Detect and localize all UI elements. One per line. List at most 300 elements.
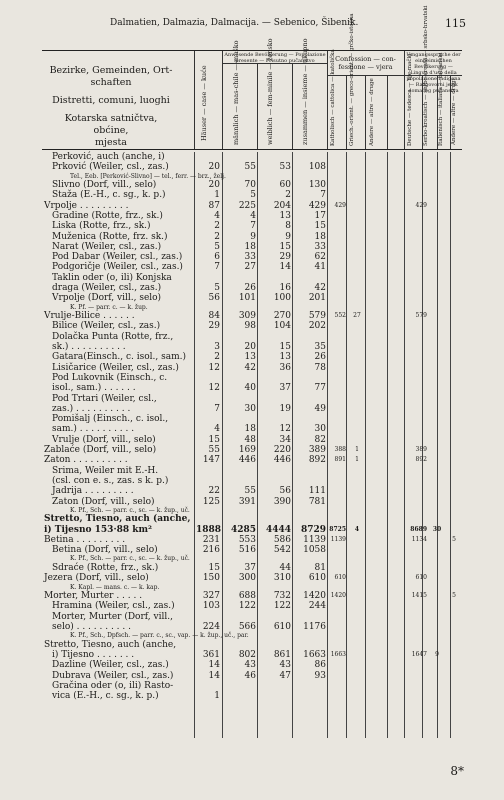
houses-cell: 22 bbox=[208, 486, 220, 497]
table-row bbox=[42, 612, 462, 622]
male-cell: 30 bbox=[244, 403, 256, 414]
table-row bbox=[42, 525, 462, 535]
place-name: Pomišalj (Einsch., c. isol., bbox=[52, 414, 169, 425]
houses-cell: 12 bbox=[208, 383, 220, 394]
place-name: Jadrija . . . . . . . . . bbox=[52, 486, 134, 497]
female-cell: 2 bbox=[285, 190, 291, 201]
male-cell: 37 bbox=[244, 562, 256, 573]
table-row bbox=[42, 573, 462, 583]
female-cell: 16 bbox=[279, 283, 291, 294]
total-cell: 8729 bbox=[300, 524, 326, 535]
male-cell: 516 bbox=[238, 545, 256, 556]
serbo-croatian-cell: 1415 bbox=[411, 592, 427, 600]
orthodox-cell: 1 bbox=[355, 446, 359, 454]
male-cell: 4285 bbox=[230, 524, 256, 535]
houses-cell: 216 bbox=[202, 545, 220, 556]
female-cell: 14 bbox=[279, 262, 291, 273]
place-name: Prković (Weiler, csl., zas.) bbox=[52, 162, 169, 173]
place-heading-line: mjesta bbox=[95, 137, 127, 148]
place-name: Perković, auch (anche, i) bbox=[52, 152, 165, 162]
signature-mark: 8* bbox=[450, 764, 464, 778]
houses-cell: 147 bbox=[202, 455, 220, 466]
table-row bbox=[42, 414, 462, 424]
catholic-heading: Katholisch — cattolica — katolička bbox=[330, 49, 336, 146]
female-cell: 36 bbox=[279, 362, 291, 373]
place-column-heading bbox=[46, 65, 176, 149]
houses-cell: 84 bbox=[208, 311, 220, 322]
table-row bbox=[42, 363, 462, 373]
female-cell: 13 bbox=[279, 210, 291, 221]
houses-cell: 1888 bbox=[196, 524, 222, 535]
female-cell: 732 bbox=[273, 591, 291, 602]
total-cell: 429 bbox=[308, 200, 326, 211]
table-row bbox=[42, 342, 462, 352]
female-cell: 43 bbox=[279, 660, 291, 671]
table-row bbox=[42, 283, 462, 293]
table-row bbox=[42, 252, 462, 262]
place-name: Staža (E.-H., c. sg., k. p.) bbox=[52, 190, 166, 201]
place-name: Bilice (Weiler, csl., zas.) bbox=[52, 321, 161, 332]
houses-cell: 14 bbox=[208, 670, 220, 681]
table-row bbox=[42, 162, 462, 172]
serbo-croatian-cell: 1134 bbox=[411, 535, 427, 543]
table-row bbox=[42, 293, 462, 303]
orthodox-cell: 27 bbox=[353, 312, 361, 320]
place-name: Zaton . . . . . . . . . . bbox=[44, 455, 128, 466]
place-name: i) Tijesno . . . . . . . bbox=[52, 650, 135, 661]
female-cell: 9 bbox=[285, 231, 291, 242]
houses-cell: 29 bbox=[208, 321, 220, 332]
table-row bbox=[42, 332, 462, 342]
total-cell: 86 bbox=[314, 660, 326, 671]
place-name: Vrpolje (Dorf, vill., selo) bbox=[52, 293, 162, 304]
place-name: Gatara(Einsch., c. isol., sam.) bbox=[52, 352, 187, 363]
total-cell: 77 bbox=[314, 383, 326, 394]
place-name: Jezera (Dorf, vill., selo) bbox=[44, 573, 149, 584]
table-row bbox=[42, 201, 462, 211]
total-cell: 1058 bbox=[303, 545, 326, 556]
table-row bbox=[42, 563, 462, 573]
place-name: Pod Lukovnik (Einsch., c. bbox=[52, 372, 168, 383]
table-row bbox=[42, 660, 462, 670]
male-cell: 33 bbox=[244, 252, 256, 263]
place-name: Pod Trtari (Weiler, csl., bbox=[52, 393, 157, 404]
houses-cell: 7 bbox=[214, 262, 220, 273]
total-cell: 82 bbox=[314, 434, 326, 445]
male-cell: 27 bbox=[244, 262, 256, 273]
male-cell: 225 bbox=[238, 200, 256, 211]
houses-cell: 15 bbox=[208, 562, 220, 573]
place-name: Pod Dabar (Weiler, csl., zas.) bbox=[52, 252, 183, 263]
houses-heading: Häuser — case — kuće bbox=[200, 65, 208, 141]
houses-cell: 125 bbox=[202, 496, 220, 507]
table-row bbox=[42, 152, 462, 162]
table-row bbox=[42, 591, 462, 601]
female-cell: 13 bbox=[279, 352, 291, 363]
female-cell: 446 bbox=[273, 455, 291, 466]
place-name: sam.) . . . . . . . . . . bbox=[52, 424, 135, 435]
orthodox-heading: Griech.-orient. — greco-orient. — grčko-istočna bbox=[349, 13, 355, 146]
male-cell: 70 bbox=[244, 180, 256, 191]
male-cell: 42 bbox=[244, 362, 256, 373]
total-cell: 1663 bbox=[303, 650, 326, 661]
total-cell: 42 bbox=[314, 283, 326, 294]
houses-cell: 56 bbox=[208, 293, 220, 304]
table-row bbox=[42, 394, 462, 404]
female-cell: 100 bbox=[273, 293, 291, 304]
houses-cell: 2 bbox=[214, 221, 220, 232]
female-cell: 390 bbox=[273, 496, 291, 507]
table-row bbox=[42, 262, 462, 272]
other-language-cell: 5 bbox=[452, 592, 456, 600]
place-name: Hramina (Weiler, csl., zas.) bbox=[52, 601, 175, 612]
place-heading-line: Kotarska satničtva, obćine, bbox=[64, 113, 158, 136]
catholic-cell: 1420 bbox=[330, 592, 346, 600]
orthodox-cell: 4 bbox=[354, 525, 360, 533]
female-cell: 47 bbox=[279, 670, 291, 681]
catholic-cell: 429 bbox=[334, 201, 346, 209]
note-row bbox=[42, 632, 462, 640]
place-name: vica (E.-H., c. sg., k. p.) bbox=[52, 691, 159, 702]
place-name: Betina (Dorf, vill., selo) bbox=[52, 545, 158, 556]
total-cell: 1420 bbox=[303, 591, 326, 602]
total-cell: 18 bbox=[314, 231, 326, 242]
place-name: Taklin oder (o, ili) Konjska bbox=[52, 272, 172, 283]
female-cell: 44 bbox=[279, 562, 291, 573]
language-group-heading: Umgangssprache der einheimischen Bevölkerung — Lingua d'uso della popolazione indigena — Razgovorni jezik domaćeg pučanstva bbox=[406, 52, 461, 94]
total-cell: 30 bbox=[314, 424, 326, 435]
houses-cell: 55 bbox=[208, 445, 220, 456]
table-row bbox=[42, 352, 462, 362]
table-row bbox=[42, 691, 462, 701]
table-row bbox=[42, 321, 462, 331]
place-name: Betina . . . . . . . . . bbox=[44, 534, 126, 545]
place-name: (csl. con e. s., zas. s k. p.) bbox=[52, 475, 169, 486]
total-cell: 244 bbox=[308, 601, 326, 612]
houses-cell: 4 bbox=[214, 424, 220, 435]
place-name: sk.) . . . . . . . . . . bbox=[52, 342, 126, 353]
male-cell: 122 bbox=[238, 601, 256, 612]
total-cell: 130 bbox=[308, 180, 326, 191]
houses-cell: 224 bbox=[202, 621, 220, 632]
male-cell: 9 bbox=[250, 231, 256, 242]
total-cell: 49 bbox=[314, 403, 326, 414]
female-cell: 29 bbox=[279, 252, 291, 263]
female-cell: 56 bbox=[279, 486, 291, 497]
male-cell: 5 bbox=[250, 190, 256, 201]
female-heading: weiblich — fem-minile — žensko bbox=[266, 38, 274, 145]
note-row bbox=[42, 555, 462, 563]
german-heading: Deutsche — tedesca — nje-mački bbox=[407, 53, 413, 146]
place-name: Dazline (Weiler, csl., zas.) bbox=[52, 660, 169, 671]
table-row bbox=[42, 190, 462, 200]
note-text: K. Pf., Sch. — parr. c., sc. — k. žup., uč. bbox=[70, 555, 190, 563]
place-name: Morter, Murter (Dorf, vill., bbox=[52, 611, 173, 622]
place-name: Dubrava (Weiler, csl., zas.) bbox=[52, 670, 174, 681]
table-row bbox=[42, 404, 462, 414]
female-cell: 542 bbox=[273, 545, 291, 556]
place-name: Gradine (Rotte, frz., sk.) bbox=[52, 210, 163, 221]
male-cell: 391 bbox=[238, 496, 256, 507]
total-cell: 1176 bbox=[303, 621, 326, 632]
male-cell: 40 bbox=[244, 383, 256, 394]
place-name: Muženica (Rotte, frz. sk.) bbox=[52, 231, 168, 242]
total-cell: 579 bbox=[308, 311, 326, 322]
male-heading: männlich — mas-chile — muško bbox=[232, 40, 240, 145]
female-cell: 586 bbox=[273, 534, 291, 545]
houses-cell: 14 bbox=[208, 660, 220, 671]
table-row bbox=[42, 242, 462, 252]
houses-cell: 4 bbox=[214, 210, 220, 221]
place-name: Stretto, Tiesno, auch (anche, bbox=[44, 514, 191, 525]
male-cell: 13 bbox=[244, 352, 256, 363]
male-cell: 169 bbox=[238, 445, 256, 456]
female-cell: 104 bbox=[273, 321, 291, 332]
total-cell: 41 bbox=[314, 262, 326, 273]
total-cell: 389 bbox=[308, 445, 326, 456]
other-language-cell: 5 bbox=[452, 535, 456, 543]
italian-cell: 9 bbox=[435, 651, 439, 659]
note-text: K. Pf., Sch. — parr. c., sc. — k. žup., uč. bbox=[70, 506, 190, 514]
total-cell: 78 bbox=[314, 362, 326, 373]
serbo-croatian-cell: 892 bbox=[415, 456, 427, 464]
houses-cell: 103 bbox=[202, 601, 220, 612]
note-row bbox=[42, 584, 462, 592]
total-cell: 17 bbox=[314, 210, 326, 221]
total-cell: 81 bbox=[314, 562, 326, 573]
houses-cell: 2 bbox=[214, 352, 220, 363]
houses-cell: 361 bbox=[202, 650, 220, 661]
male-cell: 309 bbox=[238, 311, 256, 322]
female-cell: 122 bbox=[273, 601, 291, 612]
place-name: Srima, Weiler mit E.-H. bbox=[52, 465, 159, 476]
houses-cell: 231 bbox=[202, 534, 220, 545]
total-cell: 35 bbox=[314, 342, 326, 353]
note-text: K. Pf. — parr. c. — k. žup. bbox=[70, 303, 148, 311]
catholic-cell: 388 bbox=[334, 446, 346, 454]
note-row bbox=[42, 173, 462, 181]
total-cell: 892 bbox=[308, 455, 326, 466]
table-row bbox=[42, 514, 462, 524]
place-name: Vrpolje . . . . . . . . . bbox=[44, 200, 129, 211]
female-cell: 19 bbox=[279, 403, 291, 414]
running-title: Dalmatien, Dalmazia, Dalmacija. — Sebenico, Šibenik. bbox=[110, 18, 359, 28]
table-row bbox=[42, 455, 462, 465]
houses-cell: 12 bbox=[208, 362, 220, 373]
total-cell: 1139 bbox=[303, 534, 326, 545]
female-cell: 270 bbox=[273, 311, 291, 322]
catholic-cell: 891 bbox=[334, 456, 346, 464]
houses-cell: 20 bbox=[208, 180, 220, 191]
female-cell: 15 bbox=[279, 342, 291, 353]
total-cell: 202 bbox=[308, 321, 326, 332]
houses-cell: 150 bbox=[202, 573, 220, 584]
catholic-cell: 1139 bbox=[330, 535, 346, 543]
male-cell: 101 bbox=[238, 293, 256, 304]
male-cell: 802 bbox=[238, 650, 256, 661]
other-language-heading: Andere — altre — drugi bbox=[451, 78, 457, 146]
houses-cell: 1 bbox=[214, 190, 220, 201]
table-row bbox=[42, 486, 462, 496]
table-row bbox=[42, 424, 462, 434]
place-heading-line: schaften bbox=[90, 77, 132, 88]
table-rows bbox=[42, 152, 462, 702]
male-cell: 446 bbox=[238, 455, 256, 466]
male-cell: 300 bbox=[238, 573, 256, 584]
catholic-cell: 8725 bbox=[329, 525, 346, 533]
table-row bbox=[42, 640, 462, 650]
table-row bbox=[42, 466, 462, 476]
table-row bbox=[42, 445, 462, 455]
table-row bbox=[42, 497, 462, 507]
table-row bbox=[42, 622, 462, 632]
houses-cell: 6 bbox=[214, 252, 220, 263]
total-cell: 26 bbox=[314, 352, 326, 363]
catholic-cell: 610 bbox=[334, 574, 346, 582]
male-cell: 55 bbox=[244, 162, 256, 173]
female-cell: 60 bbox=[279, 180, 291, 191]
serbo-croatian-cell: 1647 bbox=[411, 651, 427, 659]
place-name: draga (Weiler, csl., zas.) bbox=[52, 283, 162, 294]
table-row bbox=[42, 671, 462, 681]
orthodox-cell: 1 bbox=[355, 456, 359, 464]
serbo-croatian-cell: 579 bbox=[415, 312, 427, 320]
houses-cell: 2 bbox=[214, 231, 220, 242]
houses-cell: 5 bbox=[214, 283, 220, 294]
houses-cell: 15 bbox=[208, 434, 220, 445]
confession-group-heading: Confession — con-fessione — vjera bbox=[335, 55, 396, 71]
note-text: K. Kapl. — mans. c. — k. kap. bbox=[70, 583, 160, 591]
male-cell: 553 bbox=[238, 534, 256, 545]
place-name: isol., sam.) . . . . . . bbox=[52, 383, 136, 394]
houses-cell: 327 bbox=[202, 591, 220, 602]
female-cell: 8 bbox=[285, 221, 291, 232]
place-name: Liska (Rotte, frz., sk.) bbox=[52, 221, 151, 232]
female-cell: 53 bbox=[279, 162, 291, 173]
houses-cell: 1 bbox=[214, 691, 220, 702]
male-cell: 55 bbox=[244, 486, 256, 497]
total-cell: 62 bbox=[314, 252, 326, 263]
table-row bbox=[42, 535, 462, 545]
serbo-croatian-cell: 389 bbox=[415, 446, 427, 454]
male-cell: 4 bbox=[250, 210, 256, 221]
male-cell: 26 bbox=[244, 283, 256, 294]
place-name: Narat (Weiler, csl., zas.) bbox=[52, 241, 162, 252]
female-cell: 310 bbox=[273, 573, 291, 584]
male-cell: 46 bbox=[244, 670, 256, 681]
male-cell: 48 bbox=[244, 434, 256, 445]
table-body bbox=[42, 152, 462, 742]
female-cell: 4444 bbox=[265, 524, 291, 535]
female-cell: 220 bbox=[273, 445, 291, 456]
male-cell: 20 bbox=[244, 342, 256, 353]
place-name: Zablaće (Dorf, vill., selo) bbox=[44, 445, 157, 456]
total-cell: 108 bbox=[308, 162, 326, 173]
table-row bbox=[42, 476, 462, 486]
running-head bbox=[40, 18, 466, 32]
female-cell: 15 bbox=[279, 241, 291, 252]
male-cell: 688 bbox=[238, 591, 256, 602]
male-cell: 7 bbox=[250, 221, 256, 232]
place-name: Morter, Murter . . . . . bbox=[44, 591, 143, 602]
place-name: Sdraće (Rotte, frz., sk.) bbox=[52, 562, 159, 573]
place-name: Slivno (Dorf, vill., selo) bbox=[52, 180, 157, 191]
table-row bbox=[42, 311, 462, 321]
total-cell: 781 bbox=[308, 496, 326, 507]
total-cell: 610 bbox=[308, 573, 326, 584]
place-name: Dolačka Punta (Rotte, frz., bbox=[52, 331, 174, 342]
table-row bbox=[42, 221, 462, 231]
table-row bbox=[42, 435, 462, 445]
place-name: i) Tijesno 153·88 km² bbox=[44, 524, 152, 535]
female-cell: 610 bbox=[273, 621, 291, 632]
houses-cell: 7 bbox=[214, 403, 220, 414]
total-heading: zusammen — insieme — ukupno bbox=[301, 38, 309, 145]
population-group-heading: Anwesende Bevölkerung — Popolazione presente — Prisutno pučanstvo bbox=[224, 52, 326, 64]
table-row bbox=[42, 211, 462, 221]
male-cell: 98 bbox=[244, 321, 256, 332]
houses-cell: 3 bbox=[214, 342, 220, 353]
italian-cell: 30 bbox=[432, 525, 442, 533]
table-row bbox=[42, 232, 462, 242]
total-cell: 15 bbox=[314, 221, 326, 232]
male-cell: 18 bbox=[244, 424, 256, 435]
table-row bbox=[42, 650, 462, 660]
place-name: Vrulje (Dorf, vill., selo) bbox=[52, 434, 156, 445]
note-text: Tel., Eeb. [Perković-Slivno] — tel., ferr. — brz., želj. bbox=[70, 172, 226, 180]
place-name: Podgoričje (Weiler, csl., zas.) bbox=[52, 262, 183, 273]
serbo-croatian-cell: 429 bbox=[415, 201, 427, 209]
serbo-croatian-cell: 8689 bbox=[410, 525, 427, 533]
male-cell: 43 bbox=[244, 660, 256, 671]
houses-cell: 20 bbox=[208, 162, 220, 173]
male-cell: 566 bbox=[238, 621, 256, 632]
female-cell: 37 bbox=[279, 383, 291, 394]
place-name: Vrulje-Bilice . . . . . . bbox=[44, 311, 135, 322]
total-cell: 111 bbox=[308, 486, 326, 497]
catholic-cell: 552 bbox=[334, 312, 346, 320]
note-text: K. Pf., Sch., Dpfsch. — parr. c., sc., vap. — k. žup., uč., par. bbox=[70, 632, 249, 640]
other-confession-heading: Andere — altre — druge bbox=[369, 78, 375, 146]
table-row bbox=[42, 273, 462, 283]
table-row bbox=[42, 373, 462, 383]
place-name: Stretto, Tiesno, auch (anche, bbox=[44, 639, 177, 650]
table-row bbox=[42, 601, 462, 611]
page-number: 115 bbox=[445, 17, 466, 30]
total-cell: 201 bbox=[308, 293, 326, 304]
serbo-croatian-heading: Serbo-kroatisch — serbo-croata — srbsko-hrvatski bbox=[423, 5, 429, 146]
houses-cell: 87 bbox=[208, 200, 220, 211]
serbo-croatian-cell: 610 bbox=[415, 574, 427, 582]
male-cell: 18 bbox=[244, 241, 256, 252]
houses-cell: 5 bbox=[214, 241, 220, 252]
note-row bbox=[42, 304, 462, 312]
place-name: Gračina oder (o, ili) Rasto- bbox=[52, 680, 174, 691]
place-heading-line: Bezirke, Gemeinden, Ort- bbox=[49, 65, 173, 76]
place-name: Zaton (Dorf, vill., selo) bbox=[52, 496, 155, 507]
catholic-cell: 1663 bbox=[330, 651, 346, 659]
table-row bbox=[42, 545, 462, 555]
female-cell: 34 bbox=[279, 434, 291, 445]
female-cell: 12 bbox=[279, 424, 291, 435]
place-name: zas.) . . . . . . . . . . bbox=[52, 403, 131, 414]
place-heading-line: Distretti, comuni, luoghi bbox=[52, 95, 170, 106]
table-row bbox=[42, 681, 462, 691]
table-row bbox=[42, 180, 462, 190]
table-row bbox=[42, 383, 462, 393]
total-cell: 33 bbox=[314, 241, 326, 252]
female-cell: 861 bbox=[273, 650, 291, 661]
